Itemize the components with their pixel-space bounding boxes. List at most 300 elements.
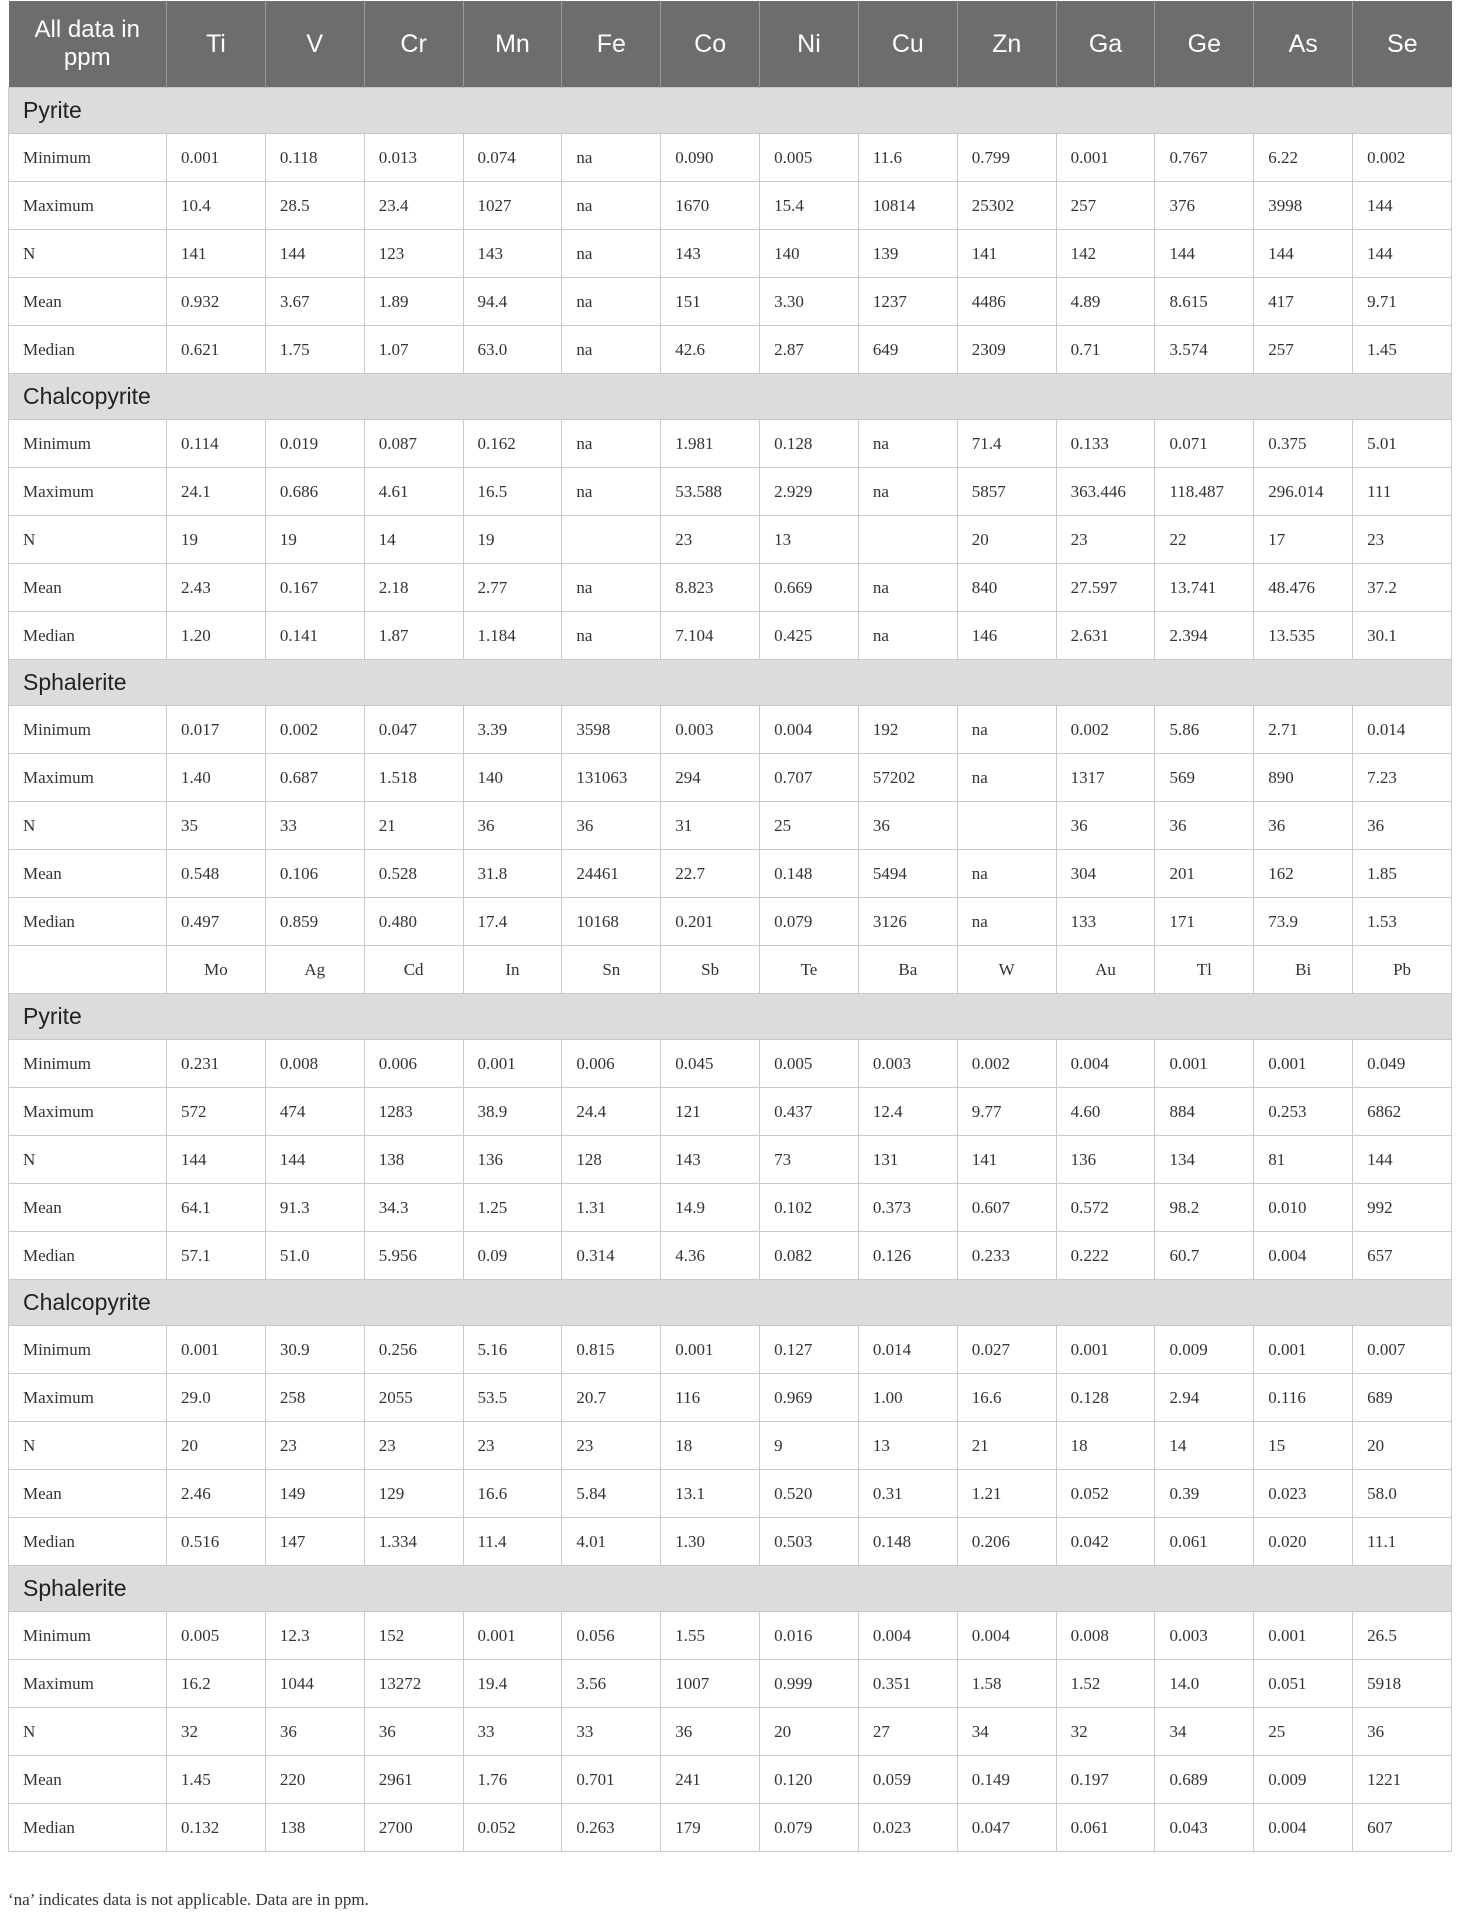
table-cell: 0.003 <box>1155 1612 1254 1660</box>
table-cell: 139 <box>858 230 957 278</box>
table-row <box>9 850 1452 898</box>
table-cell: 0.116 <box>1254 1374 1353 1422</box>
table-cell: 0.001 <box>661 1326 760 1374</box>
table-cell: na <box>562 564 661 612</box>
table-cell: 0.999 <box>760 1660 859 1708</box>
table-row <box>9 612 1452 660</box>
table-cell: 143 <box>463 230 562 278</box>
table-cell: 171 <box>1155 898 1254 946</box>
table-cell: 0.003 <box>661 706 760 754</box>
table-cell: 36 <box>661 1708 760 1756</box>
table-cell: 0.047 <box>957 1804 1056 1852</box>
table-cell: 0.133 <box>1056 420 1155 468</box>
table-cell: 0.314 <box>562 1232 661 1280</box>
table-cell: 1.518 <box>364 754 463 802</box>
table-cell: 2.18 <box>364 564 463 612</box>
row-label: Minimum <box>9 1612 167 1660</box>
table-cell: 14.9 <box>661 1184 760 1232</box>
table-cell: 0.014 <box>1353 706 1452 754</box>
table-cell: 57202 <box>858 754 957 802</box>
table-row <box>9 420 1452 468</box>
table-cell: 0.051 <box>1254 1660 1353 1708</box>
table-cell: na <box>562 468 661 516</box>
table-cell: 19 <box>265 516 364 564</box>
table-cell: 24.4 <box>562 1088 661 1136</box>
table-cell: 149 <box>265 1470 364 1518</box>
table-cell: 30.1 <box>1353 612 1452 660</box>
table-cell: 26.5 <box>1353 1612 1452 1660</box>
table-cell: 29.0 <box>167 1374 266 1422</box>
table-cell: 0.047 <box>364 706 463 754</box>
table-cell: 0.004 <box>1254 1232 1353 1280</box>
table-row <box>9 516 1452 564</box>
table-cell: 0.006 <box>364 1040 463 1088</box>
table-cell: 0.004 <box>1056 1040 1155 1088</box>
table-cell: 129 <box>364 1470 463 1518</box>
table-cell: 2.43 <box>167 564 266 612</box>
table-cell: 376 <box>1155 182 1254 230</box>
table-cell: 1.76 <box>463 1756 562 1804</box>
table-cell: 0.061 <box>1056 1804 1155 1852</box>
table-cell: 34 <box>1155 1708 1254 1756</box>
table-cell: 0.001 <box>167 1326 266 1374</box>
table-cell: 0.017 <box>167 706 266 754</box>
table-cell: 0.127 <box>760 1326 859 1374</box>
table-cell: 0.005 <box>760 134 859 182</box>
table-cell: 32 <box>167 1708 266 1756</box>
table-cell: 57.1 <box>167 1232 266 1280</box>
row-label: Median <box>9 1232 167 1280</box>
table-cell: 144 <box>1155 230 1254 278</box>
table-cell: 36 <box>1155 802 1254 850</box>
table-cell: 91.3 <box>265 1184 364 1232</box>
table-cell: na <box>562 420 661 468</box>
table-cell: 22.7 <box>661 850 760 898</box>
table-row <box>9 564 1452 612</box>
table-cell: 4486 <box>957 278 1056 326</box>
table-cell: 138 <box>265 1804 364 1852</box>
table-cell: 0.020 <box>1254 1518 1353 1566</box>
table-cell: 136 <box>1056 1136 1155 1184</box>
table-row <box>9 1136 1452 1184</box>
table-cell: 2.394 <box>1155 612 1254 660</box>
table-cell: 0.815 <box>562 1326 661 1374</box>
table-cell: 0.686 <box>265 468 364 516</box>
table-cell: 0.162 <box>463 420 562 468</box>
table-cell: 18 <box>1056 1422 1155 1470</box>
table-cell: 1.52 <box>1056 1660 1155 1708</box>
table-cell: 133 <box>1056 898 1155 946</box>
table-cell: 1.45 <box>167 1756 266 1804</box>
table-cell: 257 <box>1056 182 1155 230</box>
table-cell: 0.114 <box>167 420 266 468</box>
table-row <box>9 1470 1452 1518</box>
table-cell: 0.263 <box>562 1804 661 1852</box>
column-header-v: V <box>265 1 364 88</box>
table-cell: 60.7 <box>1155 1232 1254 1280</box>
row-label: Mean <box>9 1756 167 1804</box>
table-cell: 0.082 <box>760 1232 859 1280</box>
table-cell: 1.30 <box>661 1518 760 1566</box>
table-cell: 0.548 <box>167 850 266 898</box>
table-cell: 144 <box>1254 230 1353 278</box>
table-cell: 0.001 <box>463 1612 562 1660</box>
table-cell: 0.373 <box>858 1184 957 1232</box>
table-cell: 0.701 <box>562 1756 661 1804</box>
table-cell: 689 <box>1353 1374 1452 1422</box>
table-cell: 0.201 <box>661 898 760 946</box>
table-cell: 0.106 <box>265 850 364 898</box>
column-header-sb: Sb <box>661 946 760 994</box>
table-cell: 11.4 <box>463 1518 562 1566</box>
table-row <box>9 1756 1452 1804</box>
table-cell: 36 <box>1353 1708 1452 1756</box>
table-cell: 363.446 <box>1056 468 1155 516</box>
row-label: N <box>9 1136 167 1184</box>
column-header-mn: Mn <box>463 1 562 88</box>
table-cell: 0.013 <box>364 134 463 182</box>
row-label: Maximum <box>9 1088 167 1136</box>
column-header-fe: Fe <box>562 1 661 88</box>
table-cell: 0.043 <box>1155 1804 1254 1852</box>
table-cell: 890 <box>1254 754 1353 802</box>
table-cell: 1.184 <box>463 612 562 660</box>
table-cell: 14.0 <box>1155 1660 1254 1708</box>
table-cell: 0.528 <box>364 850 463 898</box>
table-cell: 0.689 <box>1155 1756 1254 1804</box>
table-cell: 0.141 <box>265 612 364 660</box>
table-cell: 0.09 <box>463 1232 562 1280</box>
table-cell: 1.89 <box>364 278 463 326</box>
section-row <box>9 374 1452 420</box>
table-cell: 0.503 <box>760 1518 859 1566</box>
table-cell: 121 <box>661 1088 760 1136</box>
table-cell: 13 <box>760 516 859 564</box>
table-cell: 138 <box>364 1136 463 1184</box>
table-row <box>9 182 1452 230</box>
table-cell: 0.002 <box>957 1040 1056 1088</box>
table-cell: 30.9 <box>265 1326 364 1374</box>
column-header-ni: Ni <box>760 1 859 88</box>
table-cell: na <box>562 182 661 230</box>
table-cell: 1.40 <box>167 754 266 802</box>
table-cell: 13272 <box>364 1660 463 1708</box>
table-row <box>9 278 1452 326</box>
table-cell: 20.7 <box>562 1374 661 1422</box>
table-cell: 192 <box>858 706 957 754</box>
table-cell: na <box>562 326 661 374</box>
table-cell: 144 <box>1353 1136 1452 1184</box>
table-cell: 0.687 <box>265 754 364 802</box>
table-cell: 128 <box>562 1136 661 1184</box>
table-cell: 0.079 <box>760 898 859 946</box>
table-cell: 0.019 <box>265 420 364 468</box>
table-cell: 15 <box>1254 1422 1353 1470</box>
table-cell: 11.1 <box>1353 1518 1452 1566</box>
row-label: Mean <box>9 278 167 326</box>
table-cell: 0.621 <box>167 326 266 374</box>
table-cell: 63.0 <box>463 326 562 374</box>
table-cell: 0.010 <box>1254 1184 1353 1232</box>
table-cell: 0.118 <box>265 134 364 182</box>
trace-element-table <box>8 1 1452 1852</box>
row-label: Median <box>9 898 167 946</box>
table-cell: 36 <box>1056 802 1155 850</box>
table-cell: 3.574 <box>1155 326 1254 374</box>
table-cell: na <box>858 420 957 468</box>
row-label: N <box>9 802 167 850</box>
table-cell: 23 <box>1056 516 1155 564</box>
table-row <box>9 1088 1452 1136</box>
table-cell: 32 <box>1056 1708 1155 1756</box>
table-cell: 0.090 <box>661 134 760 182</box>
table-cell: 25 <box>760 802 859 850</box>
column-header-te: Te <box>760 946 859 994</box>
table-cell: 2.77 <box>463 564 562 612</box>
table-cell: 23 <box>562 1422 661 1470</box>
table-cell: na <box>562 134 661 182</box>
table-cell: 0.128 <box>1056 1374 1155 1422</box>
column-header-ba: Ba <box>858 946 957 994</box>
table-cell: 136 <box>463 1136 562 1184</box>
table-cell: 12.4 <box>858 1088 957 1136</box>
row-label: Minimum <box>9 134 167 182</box>
table-cell: 0.008 <box>265 1040 364 1088</box>
table-cell: 0.206 <box>957 1518 1056 1566</box>
table-cell: 10814 <box>858 182 957 230</box>
table-cell: 0.767 <box>1155 134 1254 182</box>
table-cell: 9 <box>760 1422 859 1470</box>
table-cell: 8.823 <box>661 564 760 612</box>
table-cell: 0.007 <box>1353 1326 1452 1374</box>
table-cell: 5918 <box>1353 1660 1452 1708</box>
table-row <box>9 706 1452 754</box>
table-cell: 2.46 <box>167 1470 266 1518</box>
table-cell: 17 <box>1254 516 1353 564</box>
row-label: Minimum <box>9 1326 167 1374</box>
row-label: Mean <box>9 850 167 898</box>
table-cell: 5.16 <box>463 1326 562 1374</box>
row-label: Maximum <box>9 754 167 802</box>
table-cell: 22 <box>1155 516 1254 564</box>
table-cell: 0.027 <box>957 1326 1056 1374</box>
table-cell: 569 <box>1155 754 1254 802</box>
table-cell: 4.60 <box>1056 1088 1155 1136</box>
table-cell: 9.77 <box>957 1088 1056 1136</box>
mineral-section-title: Sphalerite <box>9 1566 1452 1612</box>
table-cell: 0.351 <box>858 1660 957 1708</box>
table-cell: 20 <box>1353 1422 1452 1470</box>
table-cell: 53.588 <box>661 468 760 516</box>
table-cell: 147 <box>265 1518 364 1566</box>
table-cell: 0.132 <box>167 1804 266 1852</box>
section-row <box>9 660 1452 706</box>
row-label: Median <box>9 612 167 660</box>
table-cell: 0.31 <box>858 1470 957 1518</box>
table-cell: 8.615 <box>1155 278 1254 326</box>
table-cell: na <box>858 564 957 612</box>
table-cell: 81 <box>1254 1136 1353 1184</box>
table-row <box>9 1326 1452 1374</box>
table-cell: 2961 <box>364 1756 463 1804</box>
table-cell: 0.480 <box>364 898 463 946</box>
table-cell: 1.981 <box>661 420 760 468</box>
table-row <box>9 1422 1452 1470</box>
table-cell: 143 <box>661 1136 760 1184</box>
table-cell: 1.00 <box>858 1374 957 1422</box>
table-cell: 25302 <box>957 182 1056 230</box>
table-cell: 0.425 <box>760 612 859 660</box>
table-cell: 36 <box>1353 802 1452 850</box>
table-cell: 2.71 <box>1254 706 1353 754</box>
table-cell: 141 <box>167 230 266 278</box>
table-cell: 220 <box>265 1756 364 1804</box>
table-cell: 657 <box>1353 1232 1452 1280</box>
table-cell: 0.059 <box>858 1756 957 1804</box>
column-header-in: In <box>463 946 562 994</box>
table-cell: 2.929 <box>760 468 859 516</box>
row-label: N <box>9 516 167 564</box>
table-cell: 21 <box>364 802 463 850</box>
table-cell: 17.4 <box>463 898 562 946</box>
table-cell: 0.707 <box>760 754 859 802</box>
table-cell: 0.004 <box>760 706 859 754</box>
table-cell: 0.222 <box>1056 1232 1155 1280</box>
table-cell: 0.669 <box>760 564 859 612</box>
table-cell: 1221 <box>1353 1756 1452 1804</box>
table-cell: 2309 <box>957 326 1056 374</box>
table-cell: 36 <box>1254 802 1353 850</box>
table-cell: 0.005 <box>167 1612 266 1660</box>
table-cell: 98.2 <box>1155 1184 1254 1232</box>
table-cell: na <box>957 898 1056 946</box>
table-cell: 20 <box>957 516 1056 564</box>
table-cell <box>957 802 1056 850</box>
row-label: Maximum <box>9 1660 167 1708</box>
table-cell: 140 <box>760 230 859 278</box>
table-cell: 0.002 <box>265 706 364 754</box>
table-cell: 25 <box>1254 1708 1353 1756</box>
table-cell: 0.607 <box>957 1184 1056 1232</box>
table-cell: 0.001 <box>167 134 266 182</box>
table-cell: 73.9 <box>1254 898 1353 946</box>
column-header-zn: Zn <box>957 1 1056 88</box>
table-cell: 0.148 <box>760 850 859 898</box>
table-cell: 38.9 <box>463 1088 562 1136</box>
table-cell: 142 <box>1056 230 1155 278</box>
table-cell: 34 <box>957 1708 1056 1756</box>
row-label: Median <box>9 326 167 374</box>
table-cell: 0.001 <box>1254 1040 1353 1088</box>
table-cell: 27 <box>858 1708 957 1756</box>
table-row <box>9 326 1452 374</box>
section-row <box>9 1280 1452 1326</box>
table-cell: 14 <box>364 516 463 564</box>
column-header-ti: Ti <box>167 1 266 88</box>
table-cell: 16.2 <box>167 1660 266 1708</box>
table-cell: 4.01 <box>562 1518 661 1566</box>
table-cell: 0.042 <box>1056 1518 1155 1566</box>
row-label: Mean <box>9 564 167 612</box>
table-row <box>9 1612 1452 1660</box>
table-cell: 0.001 <box>1254 1612 1353 1660</box>
table-cell: 23 <box>463 1422 562 1470</box>
table-cell: 53.5 <box>463 1374 562 1422</box>
row-label: Mean <box>9 1470 167 1518</box>
row-label: Maximum <box>9 182 167 230</box>
table-cell: 4.61 <box>364 468 463 516</box>
column-header-cu: Cu <box>858 1 957 88</box>
table-cell: 0.045 <box>661 1040 760 1088</box>
table-cell: 144 <box>167 1136 266 1184</box>
table-cell: 0.437 <box>760 1088 859 1136</box>
table-cell: 2700 <box>364 1804 463 1852</box>
table-cell: 0.074 <box>463 134 562 182</box>
table-cell: 58.0 <box>1353 1470 1452 1518</box>
table-cell: 241 <box>661 1756 760 1804</box>
table-cell: 33 <box>562 1708 661 1756</box>
table-cell: 0.001 <box>1155 1040 1254 1088</box>
table-cell: 23 <box>1353 516 1452 564</box>
table-cell: 19 <box>463 516 562 564</box>
table-cell: 18 <box>661 1422 760 1470</box>
table-row <box>9 230 1452 278</box>
mineral-section-title: Sphalerite <box>9 660 1452 706</box>
table-cell: 0.004 <box>1254 1804 1353 1852</box>
trace-element-table-container <box>8 1 1452 1852</box>
table-cell: 12.3 <box>265 1612 364 1660</box>
table-cell: 1.87 <box>364 612 463 660</box>
table-cell: 0.520 <box>760 1470 859 1518</box>
table-cell: 296.014 <box>1254 468 1353 516</box>
table-cell: na <box>562 230 661 278</box>
table-cell: 21 <box>957 1422 1056 1470</box>
column-header-w: W <box>957 946 1056 994</box>
table-cell: 0.197 <box>1056 1756 1155 1804</box>
table-cell: 0.008 <box>1056 1612 1155 1660</box>
table-cell: 0.120 <box>760 1756 859 1804</box>
table-cell: 23 <box>265 1422 364 1470</box>
table-cell: 4.36 <box>661 1232 760 1280</box>
table-cell: 24.1 <box>167 468 266 516</box>
table-cell: 152 <box>364 1612 463 1660</box>
table-cell: 257 <box>1254 326 1353 374</box>
table-cell <box>858 516 957 564</box>
table-cell: 0.079 <box>760 1804 859 1852</box>
table-cell: 33 <box>265 802 364 850</box>
table-cell: 0.005 <box>760 1040 859 1088</box>
table-cell: 0.052 <box>463 1804 562 1852</box>
table-cell: 0.969 <box>760 1374 859 1422</box>
table-cell: 0.231 <box>167 1040 266 1088</box>
table-cell: 5.956 <box>364 1232 463 1280</box>
row-label: Median <box>9 1518 167 1566</box>
table-cell: 35 <box>167 802 266 850</box>
table-cell: 5494 <box>858 850 957 898</box>
table-cell: 144 <box>265 230 364 278</box>
table-cell: na <box>957 754 1056 802</box>
table-cell: 0.001 <box>1056 1326 1155 1374</box>
table-cell: 201 <box>1155 850 1254 898</box>
table-cell: 1237 <box>858 278 957 326</box>
table-cell: 123 <box>364 230 463 278</box>
table-footnote: ‘na’ indicates data is not applicable. Data are in ppm. <box>8 1890 369 1909</box>
table-cell: 1.75 <box>265 326 364 374</box>
table-cell: 4.89 <box>1056 278 1155 326</box>
table-cell: 1.58 <box>957 1660 1056 1708</box>
table-cell: 1.334 <box>364 1518 463 1566</box>
table-cell: 1.55 <box>661 1612 760 1660</box>
